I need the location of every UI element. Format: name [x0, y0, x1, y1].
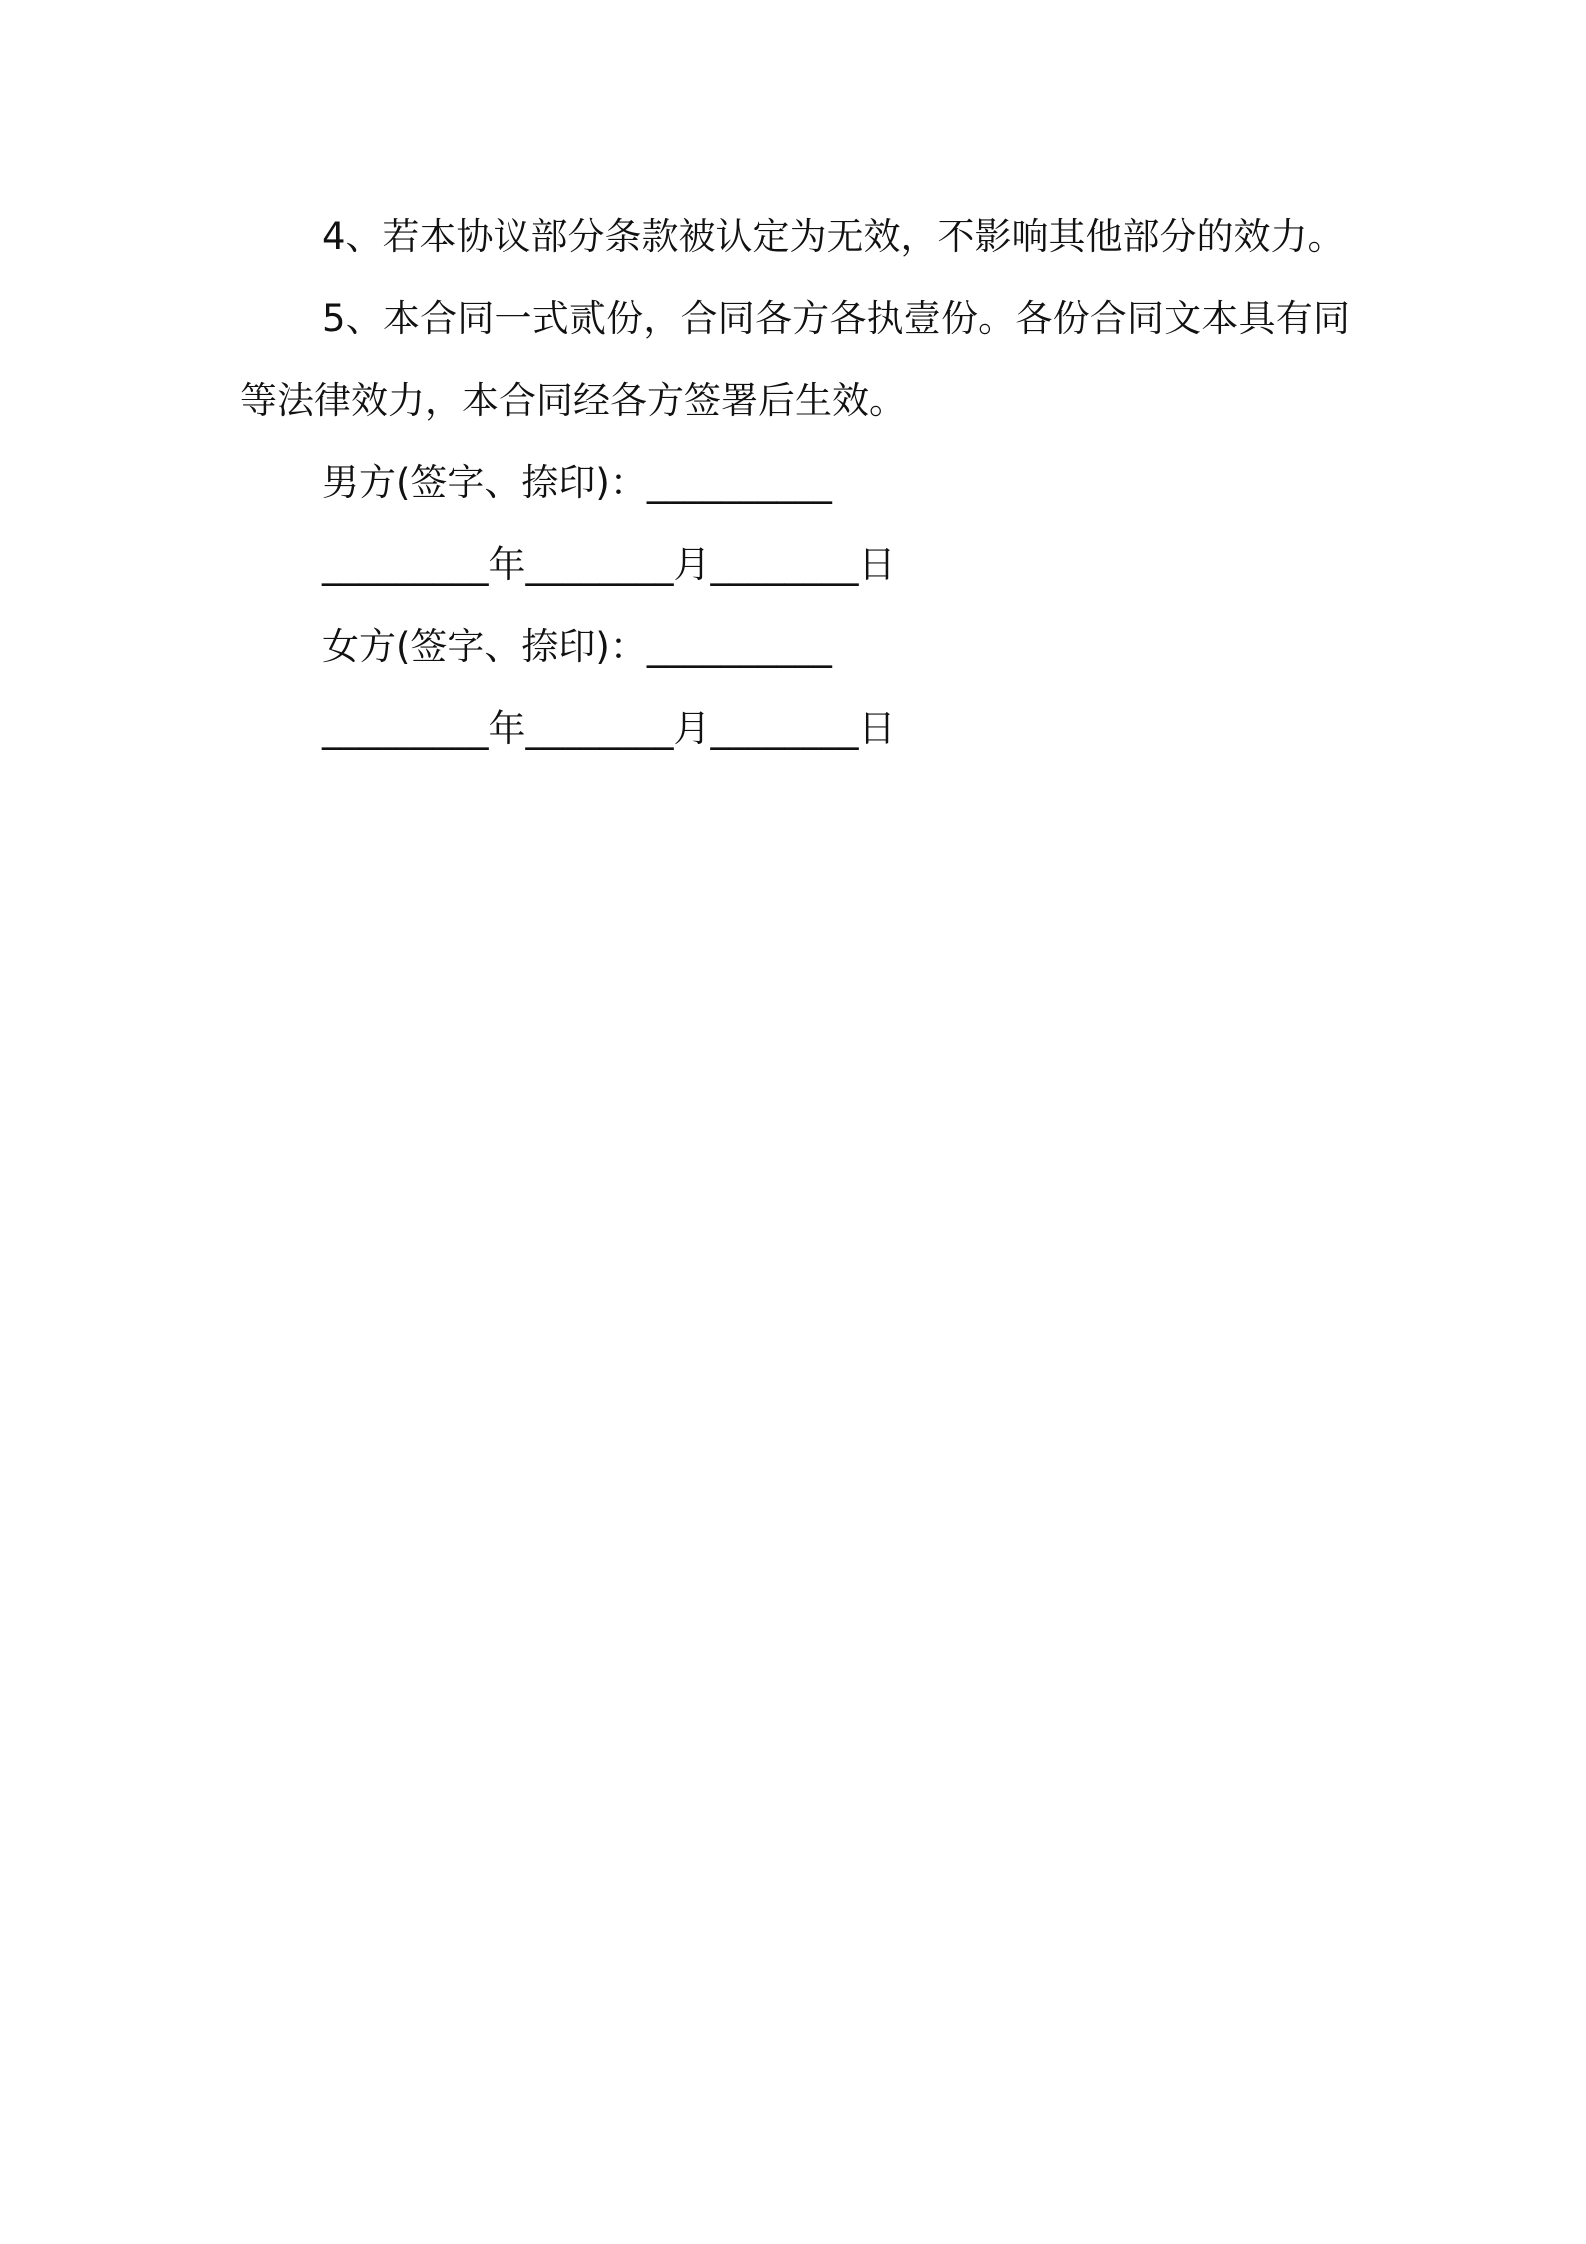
- wife-date-line: _________年________月________日: [322, 707, 896, 750]
- clause-4: 4、若本协议部分条款被认定为无效，不影响其他部分的效力。: [322, 215, 1345, 258]
- document-body: [240, 196, 1350, 770]
- husband-date-line: _________年________月________日: [322, 543, 896, 586]
- clause-5: 5、本合同一式贰份，合同各方各执壹份。各份合同文本具有同等法律效力，本合同经各方签署后生效。: [240, 297, 1350, 422]
- wife-signature-line: 女方(签字、捺印)：__________: [322, 625, 832, 668]
- husband-signature-line: 男方(签字、捺印)：__________: [322, 461, 832, 504]
